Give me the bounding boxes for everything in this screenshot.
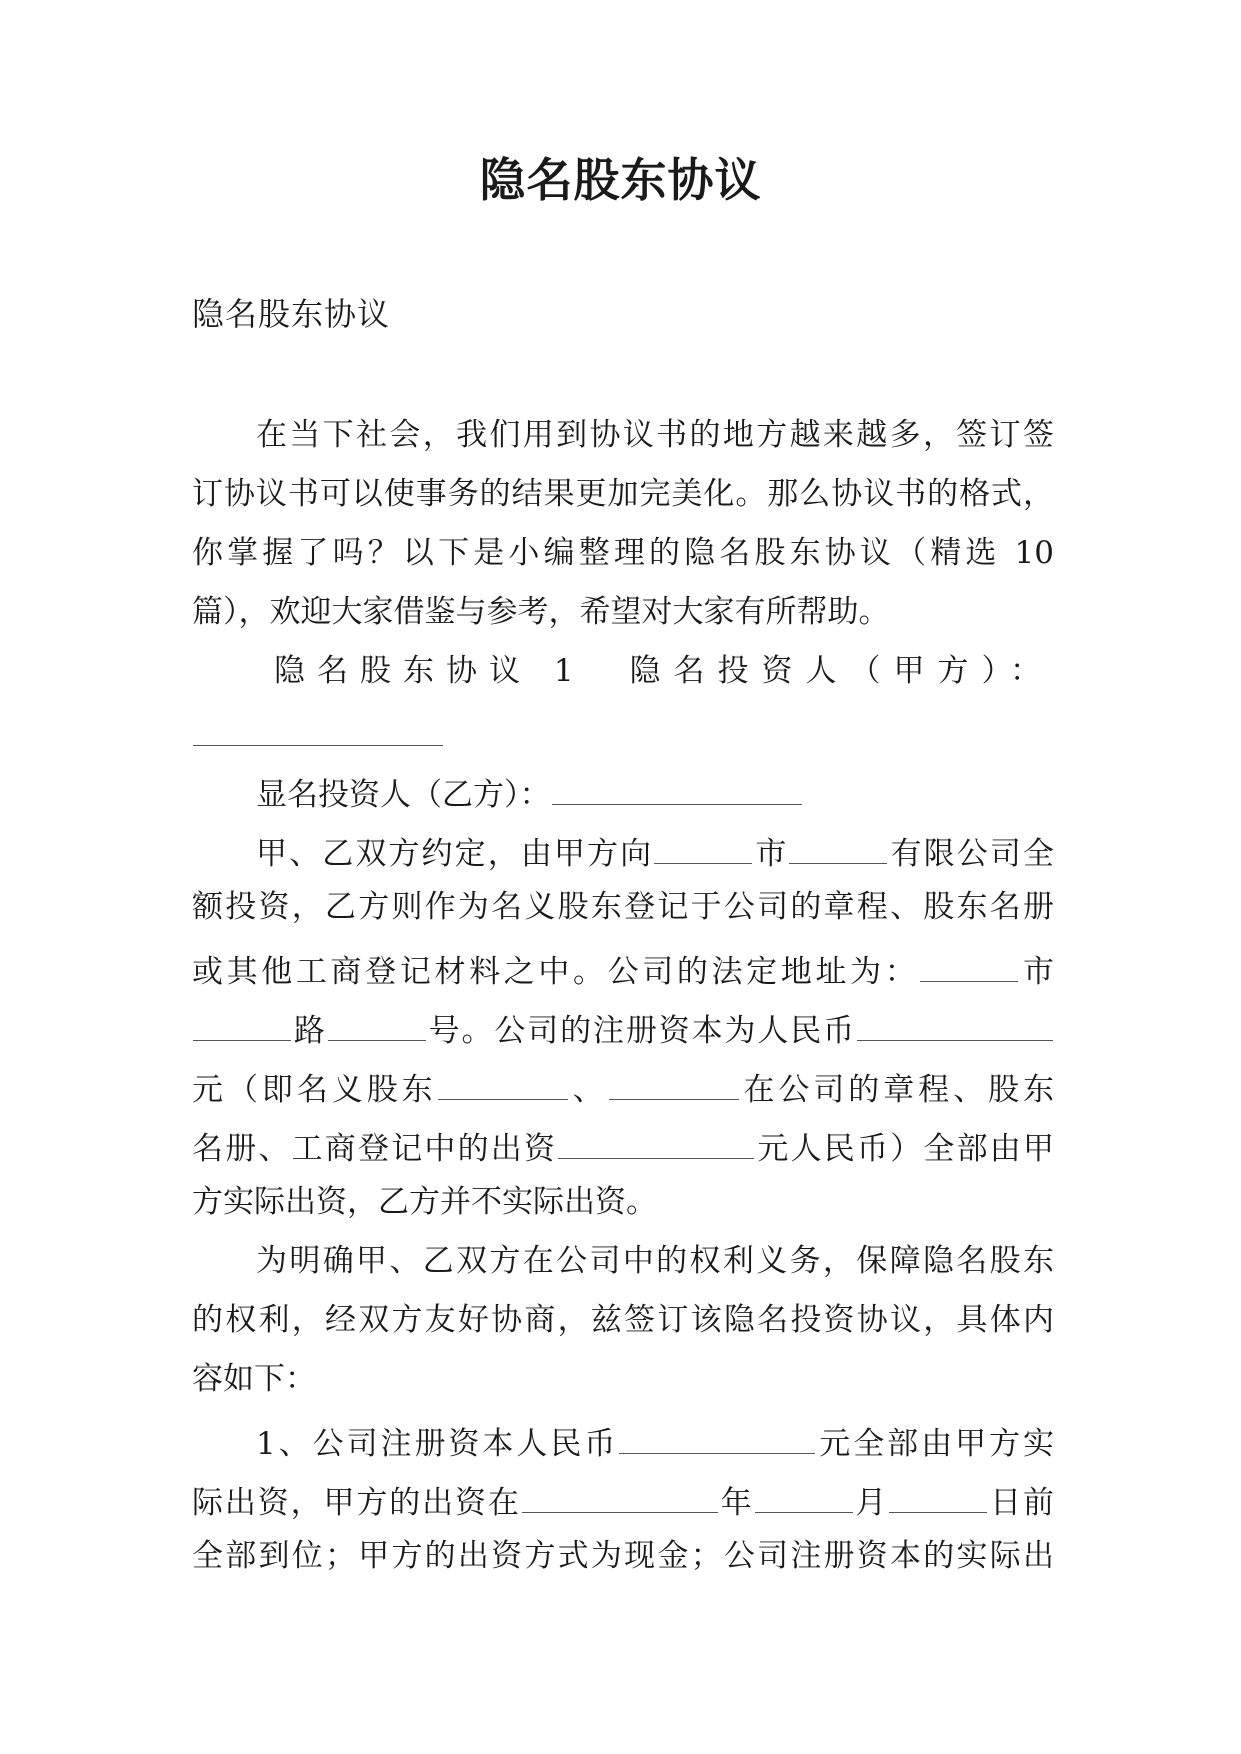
p2-text: 名册、工商登记中的出资 xyxy=(192,1131,558,1167)
p3-line-1: 为明确甲、乙双方在公司中的权利义务，保障隐名股东 xyxy=(256,1243,1054,1279)
number-blank[interactable] xyxy=(328,996,426,1041)
p4-text: 年 xyxy=(718,1485,754,1521)
document-subtitle: 隐名股东协议 xyxy=(192,295,391,333)
p2-text: 市 xyxy=(753,836,789,872)
p2-text: 、 xyxy=(568,1072,608,1108)
capital-amount-blank[interactable] xyxy=(558,1114,754,1159)
p4-line-3: 全部到位；甲方的出资方式为现金；公司注册资本的实际出 xyxy=(192,1538,1054,1574)
nominal-shareholder-blank-2[interactable] xyxy=(609,1055,739,1100)
p4-line-1 xyxy=(192,1409,1054,1468)
p4-text: 月 xyxy=(853,1485,889,1521)
p2-text: 在公司的章程、股东 xyxy=(739,1072,1055,1108)
party-b-blank[interactable] xyxy=(552,760,802,805)
p2-line-7: 方实际出资，乙方并不实际出资。 xyxy=(192,1184,657,1220)
p2-line-1 xyxy=(192,819,1054,878)
party-b-line xyxy=(192,760,1054,819)
p2-line-4 xyxy=(192,996,1054,1055)
party-a-label: 隐名投资人（甲方）： xyxy=(629,653,1054,689)
p2-text: 或其他工商登记材料之中。公司的法定地址为： xyxy=(192,954,920,990)
city-blank[interactable] xyxy=(654,819,752,864)
p2-text: 号。公司的注册资本为人民币 xyxy=(426,1013,856,1049)
party-a-blank-row xyxy=(192,701,1054,760)
month-blank[interactable] xyxy=(755,1468,853,1513)
day-blank[interactable] xyxy=(889,1468,987,1513)
address-city-blank[interactable] xyxy=(920,937,1018,982)
registered-capital-blank[interactable] xyxy=(857,996,1053,1041)
p4-line-2 xyxy=(192,1468,1054,1527)
document-title: 隐名股东协议 xyxy=(479,153,762,207)
year-blank[interactable] xyxy=(522,1468,718,1513)
p2-text: 有限公司全 xyxy=(888,836,1055,872)
agreement-heading-row xyxy=(192,642,1054,701)
party-a-blank[interactable] xyxy=(193,701,443,746)
p2-text: 甲、乙双方约定，由甲方向 xyxy=(256,836,654,872)
p2-line-6 xyxy=(192,1114,1054,1173)
p2-text: 市 xyxy=(1019,954,1055,990)
nominal-shareholder-blank-1[interactable] xyxy=(438,1055,568,1100)
p4-text: 际出资，甲方的出资在 xyxy=(192,1485,521,1521)
company-blank[interactable] xyxy=(789,819,887,864)
p3-line-3: 容如下： xyxy=(192,1361,316,1397)
agreement-heading: 隐名股东协议 1 xyxy=(274,653,586,689)
p4-text: 元全部由甲方实 xyxy=(816,1426,1054,1462)
p3-line-2: 的权利，经双方友好协商，兹签订该隐名投资协议，具体内 xyxy=(192,1302,1054,1338)
p2-line-5 xyxy=(192,1055,1054,1114)
intro-line-4: 篇），欢迎大家借鉴与参考，希望对大家有所帮助。 xyxy=(192,594,890,630)
p4-text: 日前 xyxy=(988,1485,1054,1521)
p4-text: 1、公司注册资本人民币 xyxy=(256,1426,619,1462)
road-blank[interactable] xyxy=(193,996,291,1041)
capital-rmb-blank[interactable] xyxy=(619,1409,815,1454)
p2-line-3 xyxy=(192,937,1054,996)
p2-text: 元（即名义股东 xyxy=(192,1072,437,1108)
party-b-label: 显名投资人（乙方）： xyxy=(256,777,551,813)
document-body xyxy=(192,406,1054,1586)
p2-text: 路 xyxy=(292,1013,327,1049)
p2-text: 元人民币）全部由甲 xyxy=(755,1131,1055,1167)
intro-line-2: 订协议书可以使事务的结果更加完美化。那么协议书的格式， xyxy=(192,476,1054,512)
intro-line-1: 在当下社会，我们用到协议书的地方越来越多，签订签 xyxy=(256,417,1054,453)
intro-line-3: 你掌握了吗？以下是小编整理的隐名股东协议（精选 10 xyxy=(192,535,1054,571)
p2-line-2: 额投资，乙方则作为名义股东登记于公司的章程、股东名册 xyxy=(192,889,1054,925)
